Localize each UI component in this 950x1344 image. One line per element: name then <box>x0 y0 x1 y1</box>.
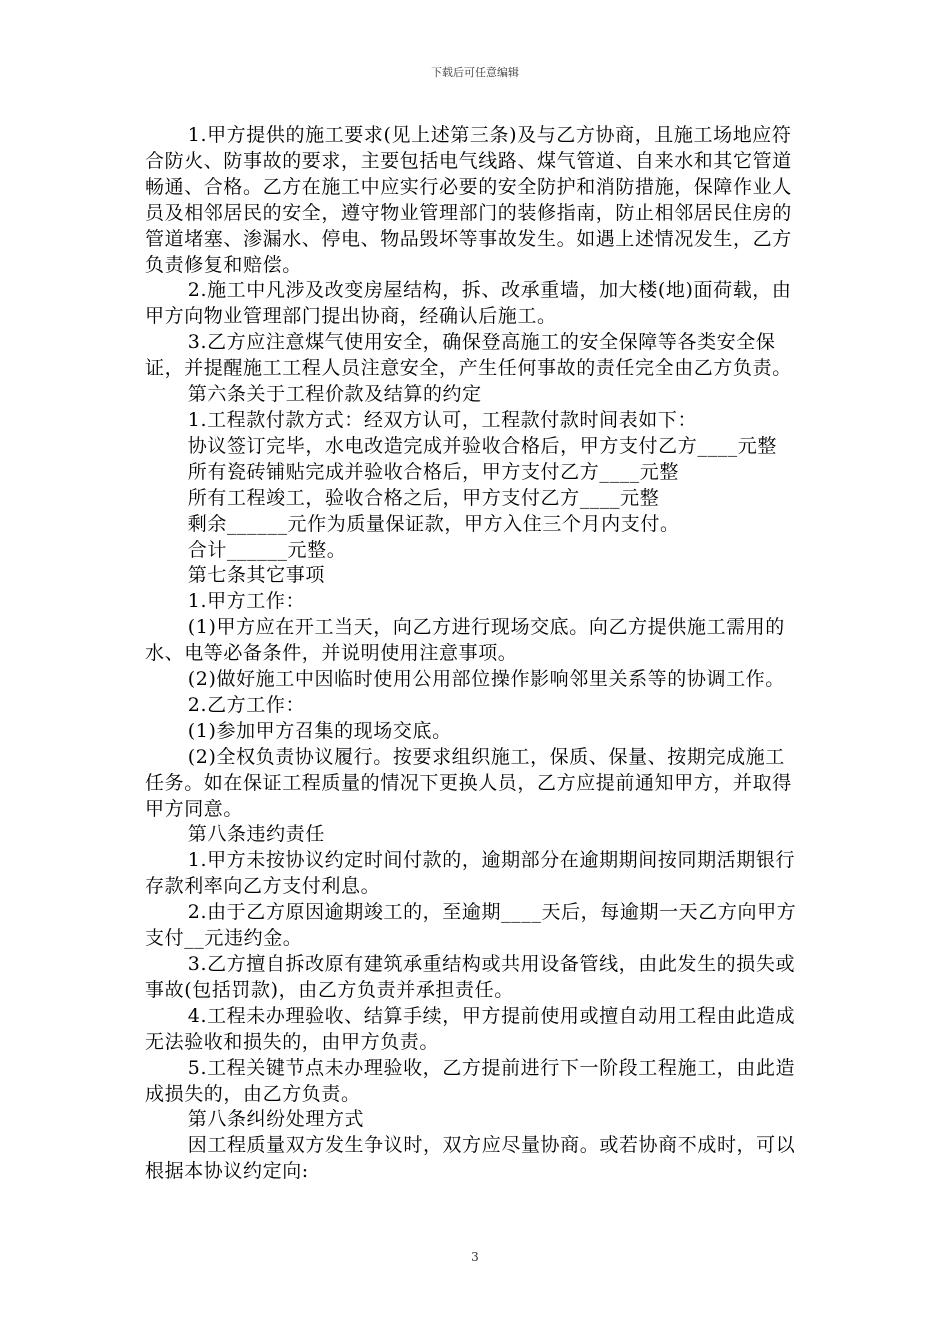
page-header: 下载后可任意编辑 <box>431 66 519 79</box>
clause-paragraph: (2)全权负责协议履行。按要求组织施工，保质、保量、按期完成施工任务。如在保证工程质量的情况下更换人员，乙方应提前通知甲方，并取得甲方同意。 <box>145 745 792 820</box>
subsection-heading: 2.乙方工作： <box>187 693 306 716</box>
clause-paragraph: 3.乙方擅自拆改原有建筑承重结构或共用设备管线，由此发生的损失或事故(包括罚款)，由乙方负责并承担责任。 <box>145 953 796 1001</box>
section-heading: 第六条关于工程价款及结算的约定 <box>187 383 482 406</box>
clause-paragraph: (1)参加甲方召集的现场交底。 <box>187 719 452 742</box>
section-heading: 第七条其它事项 <box>187 564 325 587</box>
section-heading: 第八条纠纷处理方式 <box>187 1108 365 1131</box>
section-heading: 第八条违约责任 <box>187 823 325 846</box>
clause-paragraph: (1)甲方应在开工当天，向乙方进行现场交底。向乙方提供施工需用的水、电等必备条件，并说明使用注意事项。 <box>145 616 785 665</box>
clause-paragraph: 5.工程关键节点未办理验收，乙方提前进行下一阶段工程施工，由此造成损失的，由乙方负责。 <box>145 1056 796 1105</box>
clause-paragraph: 因工程质量双方发生争议时，双方应尽量协商。或若协商不成时，可以根据本协议约定向: <box>145 1134 796 1183</box>
subsection-heading: 1.甲方工作： <box>187 590 306 613</box>
payment-item: 协议签订完毕，水电改造完成并验收合格后，甲方支付乙方____元整 <box>187 434 777 457</box>
clause-paragraph: (2)做好施工中因临时使用公用部位操作影响邻里关系等的协调工作。 <box>187 668 785 691</box>
payment-item: 剩余______元作为质量保证款，甲方入住三个月内支付。 <box>187 512 680 535</box>
clause-paragraph: 4.工程未办理验收、结算手续，甲方提前使用或擅自动用工程由此造成无法验收和损失的，由甲方负责。 <box>145 1004 796 1053</box>
clause-paragraph: 2.施工中凡涉及改变房屋结构，拆、改承重墙，加大楼(地)面荷载，由甲方向物业管理部门提出协商，经确认后施工。 <box>145 279 792 328</box>
payment-total: 合计______元整。 <box>187 538 347 561</box>
clause-paragraph: 1.甲方提供的施工要求(见上述第三条)及与乙方协商，且施工场地应符合防火、防事故的要求，主要包括电气线路、煤气管道、自来水和其它管道畅通、合格。乙方在施工中应实行必要的安全防护和消防措施，保障作业人员及相邻居民的安全，遵守物业管理部门的装修指南，防止相邻居民住房的管道堵塞、渗漏水、停电、物品毁坏等事故发生。如遇上述情况发生，乙方负责修复和赔偿。 <box>145 124 792 276</box>
clause-paragraph: 2.由于乙方原因逾期竣工的，至逾期____天后，每逾期一天乙方向甲方支付__元违约金。 <box>145 901 797 950</box>
payment-item: 所有工程竣工，验收合格之后，甲方支付乙方____元整 <box>187 486 660 509</box>
page-number: 3 <box>471 1250 479 1264</box>
clause-paragraph: 3.乙方应注意煤气使用安全，确保登高施工的安全保障等各类安全保证，并提醒施工工程人员注意安全，产生任何事故的责任完全由乙方负责。 <box>145 331 792 380</box>
document-body <box>145 123 800 1185</box>
clause-paragraph: 1.甲方未按协议约定时间付款的，逾期部分在逾期期间按同期活期银行存款利率向乙方支付利息。 <box>145 849 796 898</box>
clause-paragraph: 1.工程款付款方式：经双方认可，工程款付款时间表如下： <box>187 408 698 431</box>
payment-item: 所有瓷砖铺贴完成并验收合格后，甲方支付乙方____元整 <box>187 460 679 483</box>
